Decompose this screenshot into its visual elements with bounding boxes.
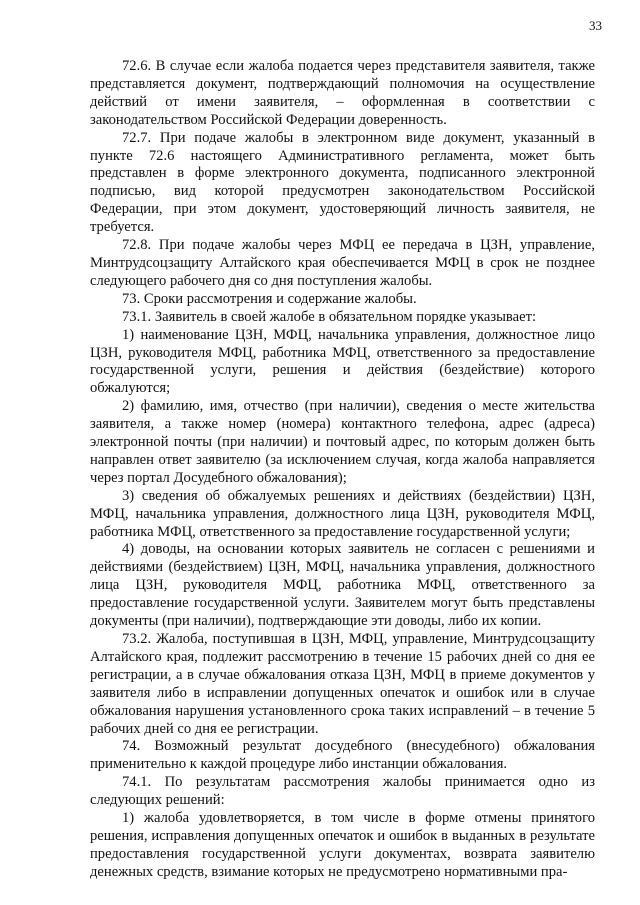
- paragraph-73-1-item-1: 1) наименование ЦЗН, МФЦ, начальника управления, должностное лицо ЦЗН, руководителя МФЦ, работника МФЦ, ответственного за предоставление государственной услуги, решения и действия (бездействие) которого обжалуются;: [90, 326, 595, 397]
- paragraph-74: 74. Возможный результат досудебного (внесудебного) обжалования применительно к каждой процедуре либо инстанции обжалования.: [90, 738, 595, 773]
- document-body: [90, 58, 595, 882]
- paragraph-72-6: 72.6. В случае если жалоба подается через представителя заявителя, также представляется документ, подтверждающий полномочия на осуществление действий от имени заявителя, – оформленная в соответствии с законодательством Российской Федерации доверенность.: [90, 58, 595, 128]
- paragraph-73-1: 73.1. Заявитель в своей жалобе в обязательном порядке указывает:: [122, 308, 536, 325]
- paragraph-74-1-item-1: 1) жалоба удовлетворяется, в том числе в форме отмены принятого решения, исправления допущенных опечаток и ошибок в выданных в результате предоставления государственной услуги документах, возврата заявителю денежных средств, взимание которых не предусмотрено нормативными пра-: [90, 810, 595, 880]
- paragraph-73: 73. Сроки рассмотрения и содержание жалобы.: [122, 290, 417, 307]
- paragraph-74-1: 74.1. По результатам рассмотрения жалобы принимается одно из следующих решений:: [90, 774, 595, 809]
- paragraph-73-2: 73.2. Жалоба, поступившая в ЦЗН, МФЦ, управление, Минтрудсоцзащиту Алтайского края, подлежит рассмотрению в течение 15 рабочих дней со дня ее регистрации, а в случае обжалования отказа ЦЗН, МФЦ в приеме документов у заявителя либо в исправлении допущенных опечаток и ошибок или в случае обжалования нарушения установленного срока таких исправлений – в течение 5 рабочих дней со дня ее регистрации.: [90, 631, 595, 737]
- paragraph-72-7: 72.7. При подаче жалобы в электронном виде документ, указанный в пункте 72.6 настоящего Административного регламента, может быть представлен в форме электронного документа, подписанного электронной подписью, вид которой предусмотрен законодательством Российской Федерации, при этом документ, удостоверяющий личность заявителя, не требуется.: [90, 129, 595, 236]
- paragraph-73-1-item-2: 2) фамилию, имя, отчество (при наличии), сведения о месте жительства заявителя, а также номер (номера) контактного телефона, адрес (адреса) электронной почты (при наличии) и почтовый адрес, по которым должен быть направлен ответ заявителю (за исключением случая, когда жалоба направляется через портал Досудебного обжалования);: [90, 398, 595, 486]
- paragraph-73-1-item-3: 3) сведения об обжалуемых решениях и действиях (бездействии) ЦЗН, МФЦ, начальника управления, должностного лица ЦЗН, руководителя МФЦ, работника МФЦ, ответственного за предоставление государственной услуги;: [90, 487, 595, 540]
- paragraph-73-1-item-4: 4) доводы, на основании которых заявитель не согласен с решениями и действиями (бездействием) ЦЗН, МФЦ, начальника управления, должностного лица ЦЗН, руководителя МФЦ, работника МФЦ, ответственного за предоставление государственной услуги. Заявителем могут быть представлены документы (при наличии), подтверждающие эти доводы, либо их копии.: [90, 541, 595, 630]
- paragraph-72-8: 72.8. При подаче жалобы через МФЦ ее передача в ЦЗН, управление, Минтрудсоцзащиту Алтайского края обеспечивается МФЦ в срок не позднее следующего рабочего дня со дня поступления жалобы.: [90, 237, 595, 289]
- page-number: 33: [589, 18, 602, 33]
